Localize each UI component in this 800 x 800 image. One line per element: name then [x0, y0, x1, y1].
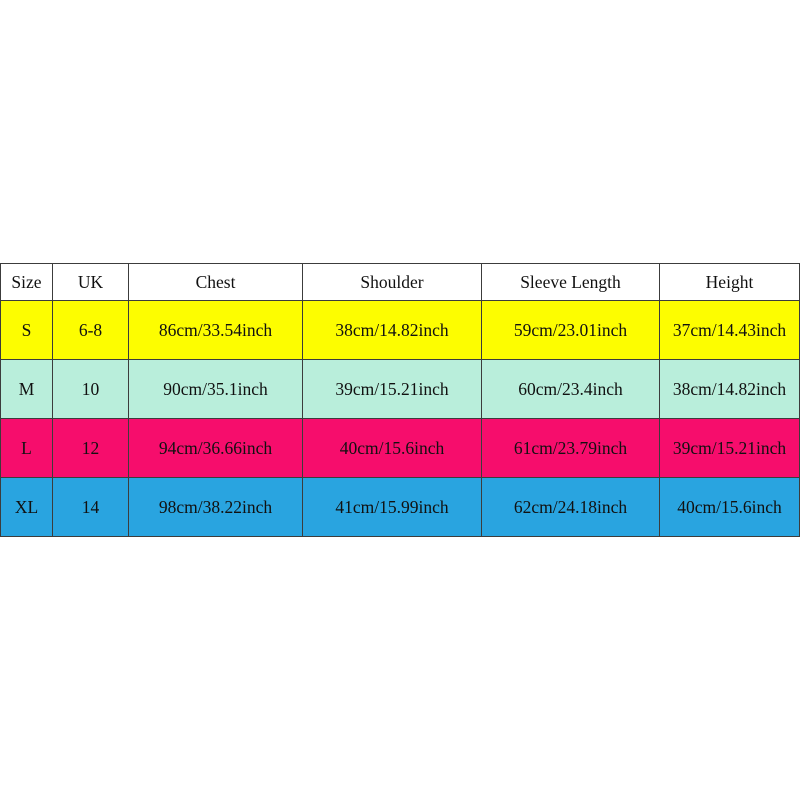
cell-l-sleeve-length: 61cm/23.79inch — [482, 419, 660, 478]
cell-m-uk: 10 — [53, 360, 129, 419]
table-row-l — [1, 419, 800, 478]
table-row-xl — [1, 478, 800, 537]
cell-xl-uk: 14 — [53, 478, 129, 537]
header-cell-size: Size — [1, 264, 53, 301]
header-cell-sleeve-length: Sleeve Length — [482, 264, 660, 301]
cell-m-height: 38cm/14.82inch — [660, 360, 800, 419]
cell-l-height: 39cm/15.21inch — [660, 419, 800, 478]
cell-xl-sleeve-length: 62cm/24.18inch — [482, 478, 660, 537]
cell-l-chest: 94cm/36.66inch — [129, 419, 303, 478]
header-cell-chest: Chest — [129, 264, 303, 301]
cell-l-size: L — [1, 419, 53, 478]
header-cell-shoulder: Shoulder — [303, 264, 482, 301]
header-cell-height: Height — [660, 264, 800, 301]
header-row — [1, 264, 800, 301]
cell-s-height: 37cm/14.43inch — [660, 301, 800, 360]
cell-m-size: M — [1, 360, 53, 419]
cell-s-sleeve-length: 59cm/23.01inch — [482, 301, 660, 360]
cell-xl-chest: 98cm/38.22inch — [129, 478, 303, 537]
size-chart-table — [0, 263, 800, 537]
table-row-s — [1, 301, 800, 360]
cell-m-shoulder: 39cm/15.21inch — [303, 360, 482, 419]
cell-l-uk: 12 — [53, 419, 129, 478]
cell-xl-height: 40cm/15.6inch — [660, 478, 800, 537]
cell-s-chest: 86cm/33.54inch — [129, 301, 303, 360]
table-row-m — [1, 360, 800, 419]
cell-m-chest: 90cm/35.1inch — [129, 360, 303, 419]
cell-xl-shoulder: 41cm/15.99inch — [303, 478, 482, 537]
cell-l-shoulder: 40cm/15.6inch — [303, 419, 482, 478]
header-cell-uk: UK — [53, 264, 129, 301]
cell-s-uk: 6-8 — [53, 301, 129, 360]
cell-s-size: S — [1, 301, 53, 360]
cell-s-shoulder: 38cm/14.82inch — [303, 301, 482, 360]
cell-m-sleeve-length: 60cm/23.4inch — [482, 360, 660, 419]
cell-xl-size: XL — [1, 478, 53, 537]
